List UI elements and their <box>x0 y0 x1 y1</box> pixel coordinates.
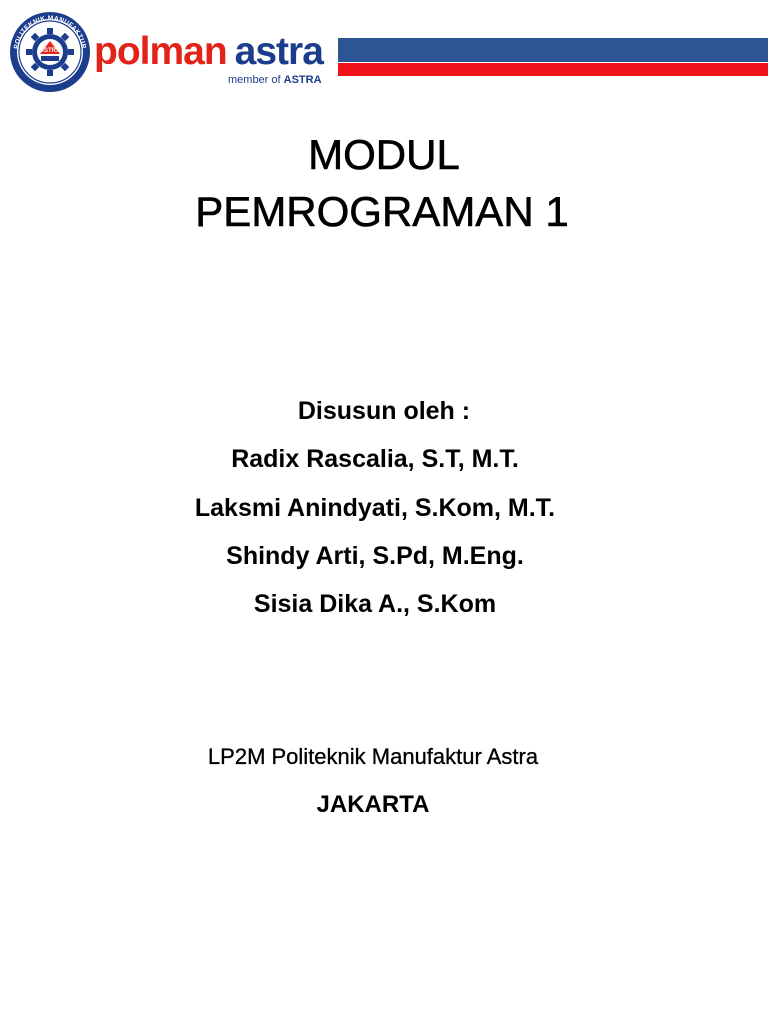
brand-wordmark <box>94 32 323 71</box>
author-name: Laksmi Anindyati, S.Kom, M.T. <box>194 494 556 522</box>
polman-seal-icon <box>8 10 92 94</box>
svg-text:POLITEKNIK MANUFAKTUR: POLITEKNIK MANUFAKTUR <box>13 14 87 50</box>
document-title-line-1: MODUL <box>308 131 460 178</box>
author-name: Sisia Dika A., S.Kom <box>253 590 497 618</box>
author-name: Shindy Arti, S.Pd, M.Eng. <box>226 542 524 570</box>
brand-primary: polman <box>94 30 227 73</box>
authors-heading: Disusun oleh : <box>297 397 471 425</box>
tagline-brand: ASTRA <box>283 74 322 86</box>
city-name: JAKARTA <box>316 791 430 818</box>
tagline-prefix: member of <box>228 74 281 86</box>
svg-text:ASTRA: ASTRA <box>39 48 61 54</box>
brand-tagline <box>228 74 322 86</box>
document-title-line-2: PEMROGRAMAN 1 <box>195 188 569 235</box>
header-band-blue <box>338 38 768 62</box>
brand-secondary: astra <box>234 30 323 73</box>
institution-logo <box>8 8 323 94</box>
institution-name: LP2M Politeknik Manufaktur Astra <box>207 744 539 769</box>
header-band-red <box>338 63 768 76</box>
author-name: Radix Rascalia, S.T, M.T. <box>231 445 519 473</box>
